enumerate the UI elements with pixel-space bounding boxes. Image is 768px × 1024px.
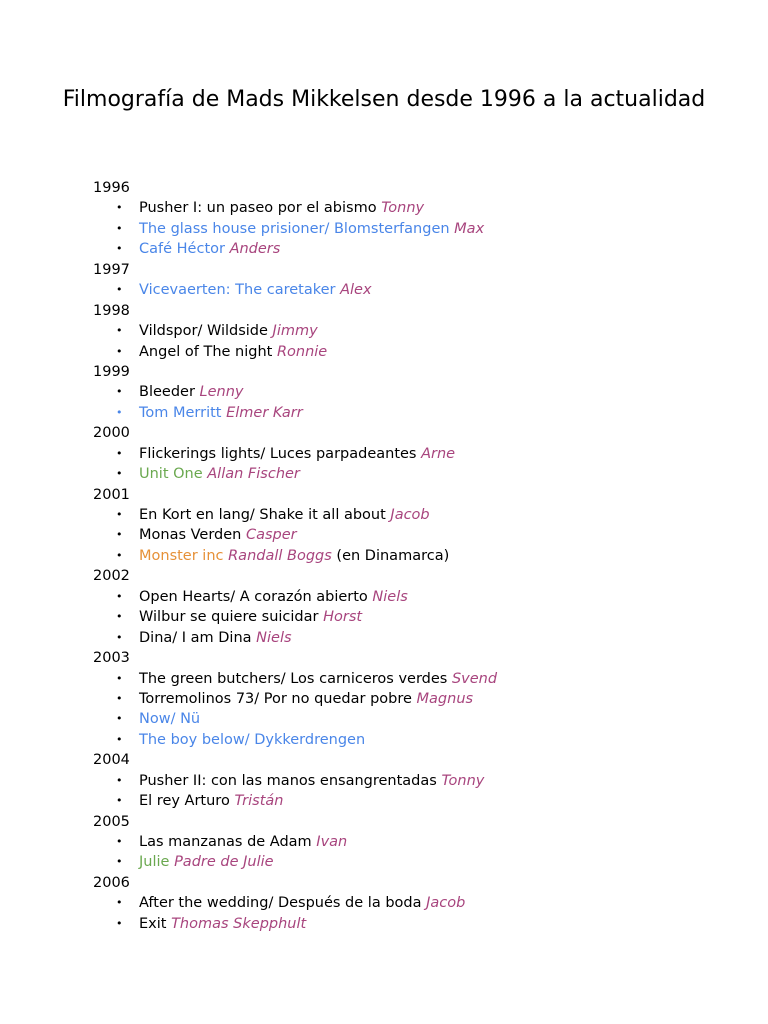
film-list <box>93 280 733 300</box>
list-item <box>93 689 733 709</box>
film-role: Casper <box>245 527 297 544</box>
page-title: Filmografía de Mads Mikkelsen desde 1996 a la actualidad <box>62 87 706 112</box>
list-item <box>93 382 733 402</box>
bullet-icon: • <box>116 773 123 787</box>
film-title: Unit One <box>139 466 203 483</box>
list-item <box>93 730 733 750</box>
bullet-icon: • <box>116 467 123 481</box>
film-title: The glass house prisioner/ Blomsterfangen <box>139 220 450 237</box>
list-item <box>93 832 733 852</box>
film-title: After the wedding/ Después de la boda <box>139 895 422 912</box>
list-item <box>93 525 733 545</box>
film-title: Torremolinos 73/ Por no quedar pobre <box>139 690 412 707</box>
film-role: Magnus <box>416 690 474 707</box>
filmography-list <box>93 178 733 934</box>
film-role: Thomas Skepphult <box>171 915 307 932</box>
list-item <box>93 709 733 729</box>
film-list <box>93 832 733 873</box>
film-title: El rey Arturo <box>139 793 230 810</box>
film-title: Vicevaerten: The caretaker <box>139 282 336 299</box>
year-heading: 1997 <box>93 261 130 278</box>
bullet-icon: • <box>116 712 123 726</box>
bullet-icon: • <box>116 916 123 930</box>
list-item <box>93 321 733 341</box>
film-title: En Kort en lang/ Shake it all about <box>139 507 386 523</box>
film-role: Anders <box>229 241 281 258</box>
film-title: Tom Merritt <box>139 404 222 421</box>
film-list <box>93 587 733 648</box>
film-role: Niels <box>372 588 408 605</box>
year-heading: 1999 <box>93 363 130 380</box>
list-item <box>93 280 733 300</box>
film-title: Now/ Nü <box>139 711 201 728</box>
film-list <box>93 893 733 934</box>
film-note: (en Dinamarca) <box>331 547 450 564</box>
bullet-icon: • <box>116 855 123 869</box>
bullet-icon: • <box>116 671 123 685</box>
film-role: Horst <box>323 609 363 626</box>
bullet-icon: • <box>116 589 123 603</box>
bullet-icon: • <box>116 385 123 399</box>
year-heading: 2006 <box>93 874 130 891</box>
film-title: Open Hearts/ A corazón abierto <box>139 588 368 605</box>
bullet-icon: • <box>116 794 123 808</box>
film-role: Jimmy <box>272 323 318 340</box>
bullet-icon: • <box>116 896 123 910</box>
list-item <box>93 342 733 362</box>
film-role: Lenny <box>199 384 244 401</box>
list-item <box>93 505 733 525</box>
film-title: Angel of The night <box>139 343 273 360</box>
film-title: Monas Verden <box>139 527 242 544</box>
film-list <box>93 321 733 362</box>
list-item <box>93 403 733 423</box>
bullet-icon: • <box>116 732 123 746</box>
bullet-icon: • <box>116 344 123 358</box>
bullet-icon: • <box>116 201 123 215</box>
film-title: Pusher II: con las manos ensangrentadas <box>139 772 437 789</box>
bullet-icon: • <box>116 405 123 419</box>
year-heading: 2000 <box>93 425 130 442</box>
film-role: Jacob <box>426 895 466 912</box>
list-item <box>93 669 733 689</box>
film-title: The green butchers/ Los carniceros verdes <box>139 670 448 687</box>
film-list <box>93 198 733 259</box>
bullet-icon: • <box>116 691 123 705</box>
film-title: Vildspor/ Wildside <box>139 323 268 340</box>
list-item <box>93 791 733 811</box>
film-title: Bleeder <box>139 384 195 401</box>
film-role: Svend <box>451 670 498 687</box>
bullet-icon: • <box>116 508 123 521</box>
list-item <box>93 852 733 872</box>
list-item <box>93 464 733 484</box>
list-item <box>93 607 733 627</box>
year-heading: 1996 <box>93 180 130 196</box>
film-title: Café Héctor <box>139 241 225 258</box>
film-role: Max <box>454 220 485 237</box>
film-role: Tristán <box>234 793 284 810</box>
film-role: Padre de Julie <box>174 854 274 871</box>
list-item <box>93 219 733 239</box>
bullet-icon: • <box>116 548 123 562</box>
year-heading: 1998 <box>93 302 130 319</box>
list-item <box>93 771 733 791</box>
list-item <box>93 444 733 464</box>
film-title: Flickerings lights/ Luces parpadeantes <box>139 445 417 462</box>
film-title: Exit <box>139 915 167 932</box>
list-item <box>93 628 733 648</box>
film-list <box>93 669 733 751</box>
film-title: Julie <box>139 854 170 871</box>
bullet-icon: • <box>116 283 123 297</box>
year-heading: 2004 <box>93 752 130 769</box>
list-item <box>93 587 733 607</box>
year-heading: 2005 <box>93 813 130 830</box>
list-item <box>93 914 733 934</box>
film-title: Las manzanas de Adam <box>139 834 312 850</box>
bullet-icon: • <box>116 630 123 644</box>
bullet-icon: • <box>116 324 123 338</box>
film-role: Niels <box>256 629 292 646</box>
bullet-icon: • <box>116 446 123 460</box>
film-role: Ivan <box>316 834 348 850</box>
film-title: Monster inc <box>139 547 224 564</box>
list-item <box>93 239 733 259</box>
film-role: Tonny <box>441 772 485 789</box>
film-role: Randall Boggs <box>228 547 332 564</box>
film-role: Elmer Karr <box>226 404 303 421</box>
film-role: Tonny <box>381 200 425 217</box>
film-title: Pusher I: un paseo por el abismo <box>139 200 377 217</box>
film-list <box>93 505 733 566</box>
film-role: Allan Fischer <box>207 466 300 483</box>
bullet-icon: • <box>116 835 123 848</box>
bullet-icon: • <box>116 242 123 256</box>
year-heading: 2001 <box>93 486 130 503</box>
film-list <box>93 771 733 812</box>
film-title: The boy below/ Dykkerdrengen <box>139 731 366 748</box>
bullet-icon: • <box>116 221 123 235</box>
film-title: Dina/ I am Dina <box>139 629 252 646</box>
bullet-icon: • <box>116 528 123 542</box>
film-list <box>93 444 733 485</box>
film-role: Arne <box>421 445 456 462</box>
list-item <box>93 546 733 566</box>
year-heading: 2002 <box>93 568 130 585</box>
year-heading: 2003 <box>93 650 130 667</box>
list-item <box>93 198 733 218</box>
film-list <box>93 382 733 423</box>
film-role: Alex <box>340 282 372 299</box>
list-item <box>93 893 733 913</box>
bullet-icon: • <box>116 610 123 624</box>
film-role: Ronnie <box>276 343 328 360</box>
film-role: Jacob <box>390 507 430 523</box>
film-title: Wilbur se quiere suicidar <box>139 609 319 626</box>
